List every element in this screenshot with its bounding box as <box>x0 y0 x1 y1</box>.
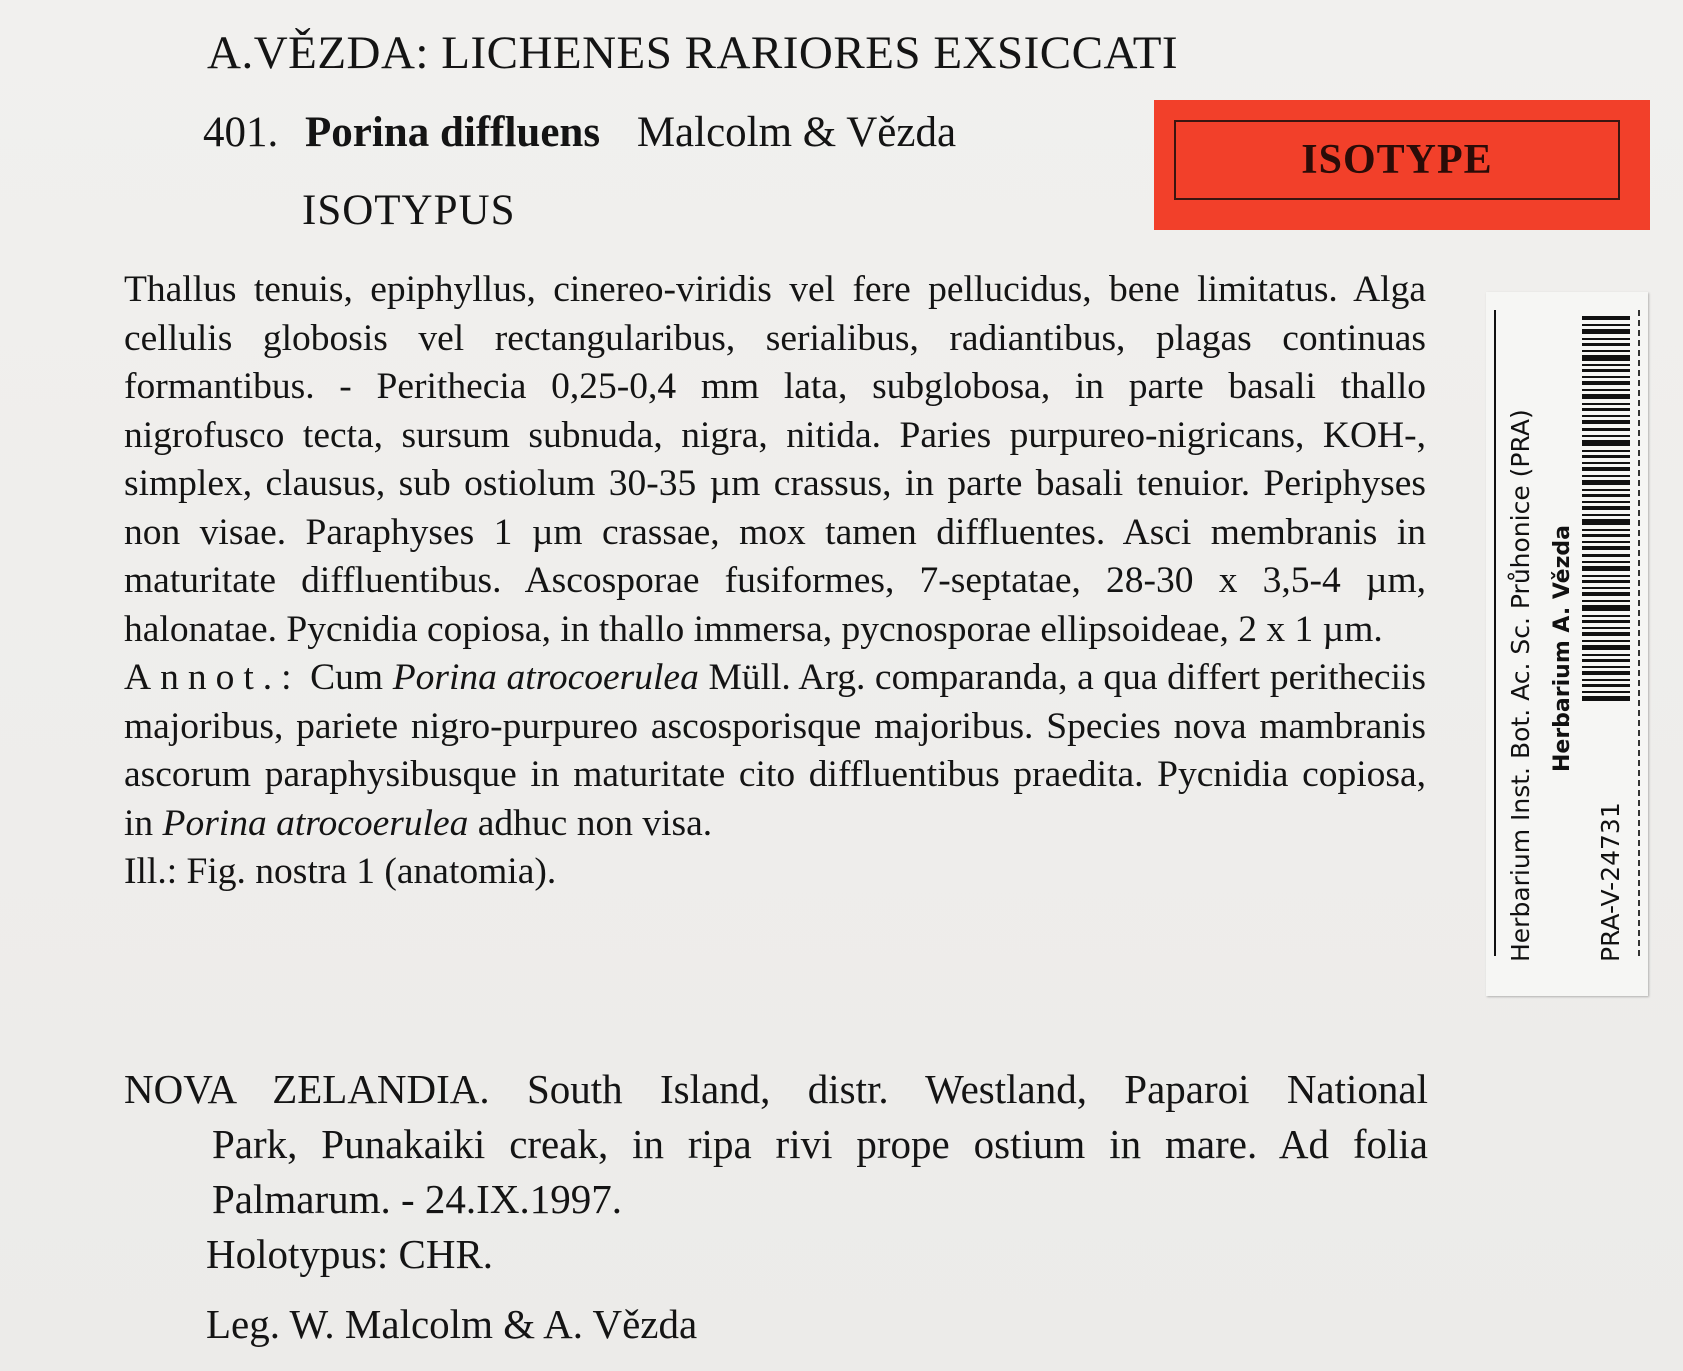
annotation-text-1: Cum <box>300 657 393 698</box>
annotation-species-1: Porina atrocoerulea <box>392 657 699 698</box>
isotype-stamp <box>1154 100 1650 230</box>
collection-text: Herbarium A. Vězda <box>1550 524 1575 772</box>
annotation-text-2: Müll. Arg. comparanda, a qua differt peritheciis majoribus, pariete nigro-purpureo ascosporisque majoribus. Species nova mambranis ascorum paraphysibusque in maturitate cito diffluentibus praedita. Pycnidia copiosa, in <box>124 657 1427 844</box>
annotation-lead: Annot.: <box>124 657 301 698</box>
barcode-icon <box>1582 316 1630 701</box>
stamp-frame <box>1174 120 1620 200</box>
annotation-species-2: Porina atrocoerulea <box>162 802 469 844</box>
exsiccate-heading <box>203 108 956 157</box>
institution-text: Herbarium Inst. Bot. Ac. Sc. Průhonice (PRA) <box>1506 409 1535 962</box>
illustration-note: Ill.: Fig. nostra 1 (anatomia). <box>124 851 557 892</box>
holotype-note: Holotypus: CHR. <box>206 1231 494 1277</box>
barcode-label <box>1486 292 1648 996</box>
label-rule-right <box>1638 310 1640 956</box>
annotation-text-3: adhuc non visa. <box>468 802 713 844</box>
catalog-number: PRA-V-24731 <box>1596 802 1625 962</box>
locality-details: Park, Punakaiki creak, in ripa rivi prope ostium in mare. Ad folia Palmarum. - 24.IX.1997. <box>212 1121 1428 1222</box>
description-block <box>124 266 1426 897</box>
collectors: Leg. W. Malcolm & A. Vězda <box>206 1301 698 1347</box>
taxon-authors: Malcolm & Vězda <box>636 109 957 156</box>
series-title: A.VĚZDA: LICHENES RARIORES EXSICCATI <box>207 27 1179 79</box>
exsiccate-number: 401. <box>203 109 279 156</box>
stamp-text: ISOTYPE <box>1301 137 1493 183</box>
annotation <box>124 654 1426 848</box>
locality-block <box>124 1062 1428 1282</box>
taxon-name: Porina diffluens <box>305 109 601 156</box>
species-description: Thallus tenuis, epiphyllus, cinereo-viridis vel fere pellucidus, bene limitatus. Alga cellulis globosis vel rectangularibus, serialibus, radiantibus, plagas continuas formantibus. - Perithecia 0,25-0,4 mm lata, subglobosa, in parte basali thallo nigrofusco tecta, sursum subnuda, nigra, nitida. Paries purpureo-nigricans, KOH-, simplex, clausus, sub ostiolum 30-35 µm crassus, in parte basali tenuior. Periphyses non visae. Paraphyses 1 µm crassae, mox tamen diffluentes. Asci membranis in maturitate diffluentibus. Ascosporae fusiformes, 7-septatae, 28-30 x 3,5-4 µm, halonatae. Pycnidia copiosa, in thallo immersa, pycnosporae ellipsoideae, 2 x 1 µm. <box>124 269 1426 650</box>
locality-line-1: NOVA ZELANDIA. South Island, distr. Westland, Paparoi National <box>124 1066 1428 1112</box>
type-status: ISOTYPUS <box>302 187 516 234</box>
label-rule-left <box>1494 310 1496 956</box>
